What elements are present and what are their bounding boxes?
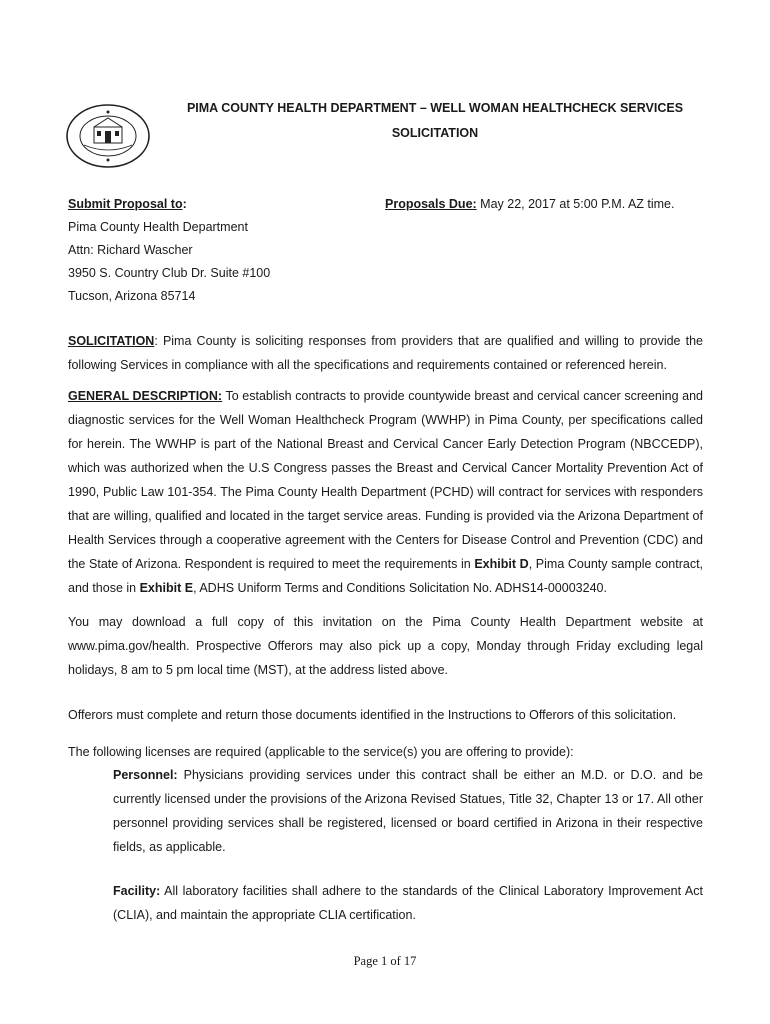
document-title: PIMA COUNTY HEALTH DEPARTMENT – WELL WOMAN HEALTHCHECK SERVICES: [186, 101, 684, 115]
general-description-text-1: To establish contracts to provide countywide breast and cervical cancer screening and diagnostic services for the Well Woman Healthcheck Program (WWHP) in Pima County, per specifications called for herein. The WWHP is part of the National Breast and Cervical Cancer Early Detection Program (NBCCEDP), which was authorized when the U.S Congress passes the Breast and Cervical Cancer Mortality Prevention Act of 1990, Public Law 101-354. The Pima County Health Department (PCHD) will contract for services with responders that are willing, qualified and located in the target service areas. Funding is provided via the Arizona Department of Health Services through a cooperative agreement with the Centers for Disease Control and Prevention (CDC) and the State of Arizona. Respondent is required to meet the requirements in: [68, 389, 703, 571]
proposals-due-label: Proposals Due:: [385, 197, 477, 211]
offerors-paragraph: Offerors must complete and return those documents identified in the Instructions to Offerors of this solicitation.: [68, 708, 677, 722]
facility-text: All laboratory facilities shall adhere to the standards of the Clinical Laboratory Improvement Act (CLIA), and maintain the appropriate CLIA certification.: [113, 884, 703, 922]
page-number: Page 1 of 17: [353, 954, 417, 968]
address-line-1: Pima County Health Department: [68, 220, 248, 234]
exhibit-d: Exhibit D: [474, 557, 529, 571]
proposals-due-value: May 22, 2017 at 5:00 P.M. AZ time.: [476, 197, 675, 211]
facility-paragraph: [113, 879, 703, 927]
licenses-intro: The following licenses are required (applicable to the service(s) you are offering to provide):: [68, 745, 574, 759]
submit-proposal-colon: :: [182, 197, 187, 211]
facility-label: Facility:: [113, 884, 161, 898]
address-line-2: Attn: Richard Wascher: [68, 243, 193, 257]
county-seal-icon: [64, 103, 152, 169]
address-line-3: 3950 S. Country Club Dr. Suite #100: [68, 266, 271, 280]
solicitation-paragraph: [68, 329, 703, 377]
proposals-due: [385, 197, 674, 211]
personnel-text: Physicians providing services under this contract shall be either an M.D. or D.O. and be currently licensed under the provisions of the Arizona Revised Statues, Title 32, Chapter 13 or 17. All other personnel providing services shall be registered, licensed or board certified in Arizona in their respective fields, as applicable.: [113, 768, 703, 854]
document-subtitle: SOLICITATION: [391, 126, 479, 140]
submit-proposal-heading: [68, 197, 187, 211]
personnel-paragraph: [113, 763, 703, 859]
solicitation-text: : Pima County is soliciting responses from providers that are qualified and willing to provide the following Services in compliance with all the specifications and requirements contained or referenced herein.: [68, 334, 703, 372]
submit-proposal-label: Submit Proposal to: [68, 197, 183, 211]
general-description-label: GENERAL DESCRIPTION:: [68, 389, 223, 403]
general-description-text-3: , ADHS Uniform Terms and Conditions Solicitation No. ADHS14-00003240.: [193, 581, 607, 595]
personnel-label: Personnel:: [113, 768, 178, 782]
general-description-text-2: , Pima County sample contract, and those in: [68, 557, 704, 595]
solicitation-label: SOLICITATION: [68, 334, 155, 348]
address-line-4: Tucson, Arizona 85714: [68, 289, 196, 303]
download-paragraph: You may download a full copy of this invitation on the Pima County Health Department website at www.pima.gov/health. Prospective Offerors may also pick up a copy, Monday through Friday excluding legal holidays, 8 am to 5 pm local time (MST), at the address listed above.: [68, 615, 703, 677]
exhibit-e: Exhibit E: [139, 581, 194, 595]
general-description-paragraph: [68, 384, 703, 600]
